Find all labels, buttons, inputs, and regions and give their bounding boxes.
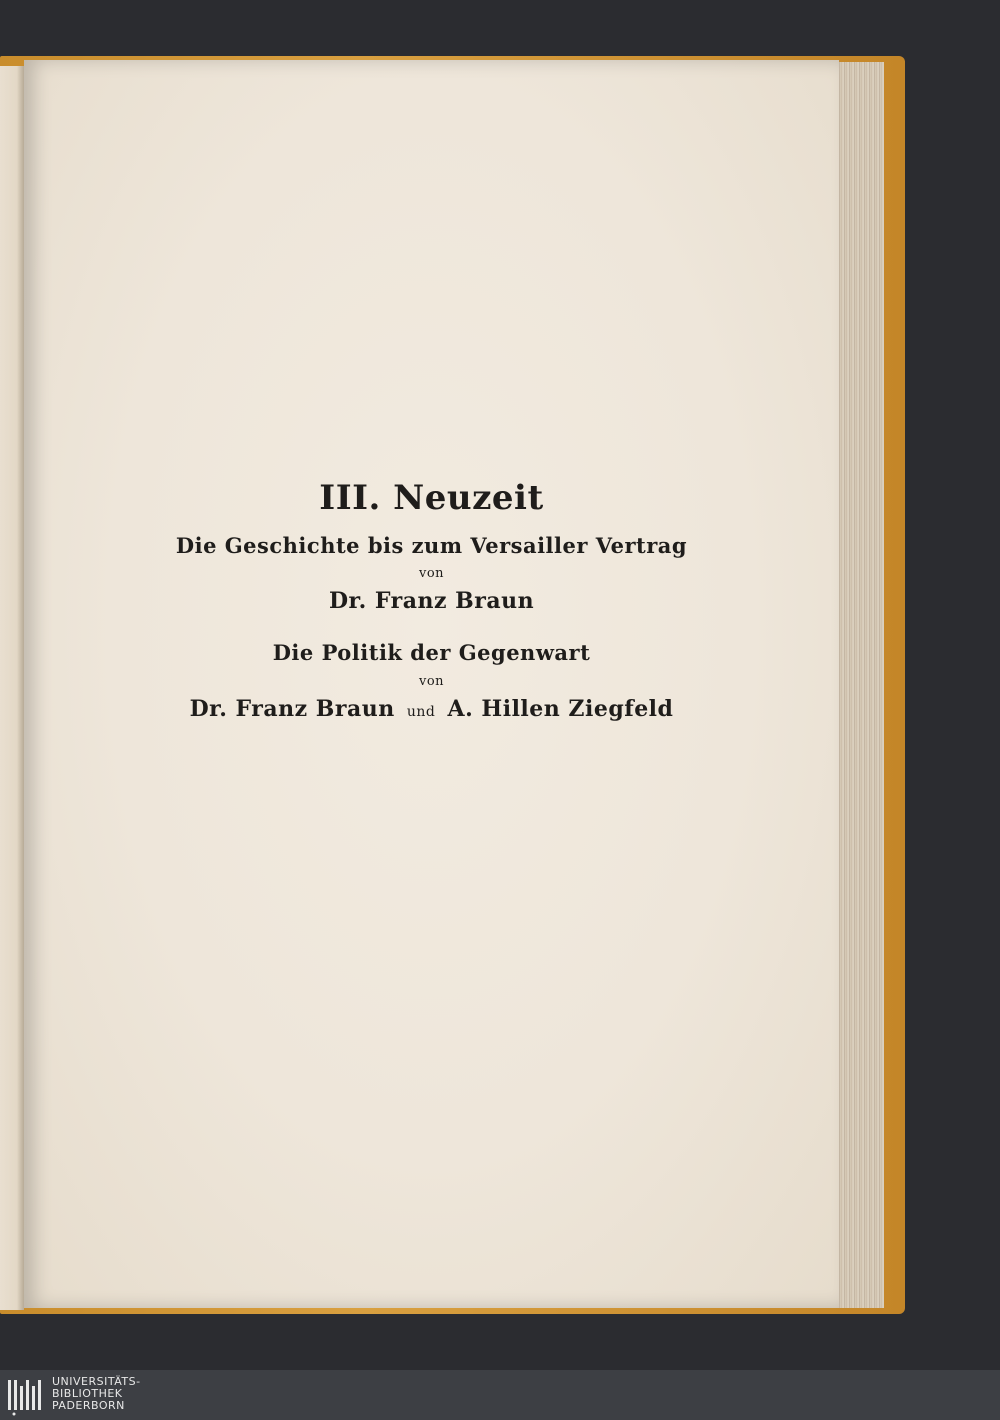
part1-by: von [418,566,445,581]
left-page-edge [0,66,24,1310]
part2-by: von [418,674,445,689]
part2-subtitle: Die Politik der Gegenwart [272,640,591,665]
library-logo-text [52,1376,141,1412]
part2-authors [24,696,839,722]
book-page [24,60,839,1308]
part2-author-a: Dr. Franz Braun [189,696,395,722]
part2-conjunction: und [406,704,436,720]
library-logo-icon [6,1376,46,1416]
logo-line: BIBLIOTHEK [52,1387,123,1400]
part1-author: Dr. Franz Braun [328,588,535,614]
logo-line: PADERBORN [52,1399,125,1412]
part1-subtitle: Die Geschichte bis zum Versailler Vertrag [175,533,688,558]
part2-author-b: A. Hillen Ziegfeld [447,696,674,722]
library-footer [0,1370,1000,1420]
section-heading: III. Neuzeit [319,478,544,518]
logo-line: UNIVERSITÄTS- [52,1375,141,1388]
